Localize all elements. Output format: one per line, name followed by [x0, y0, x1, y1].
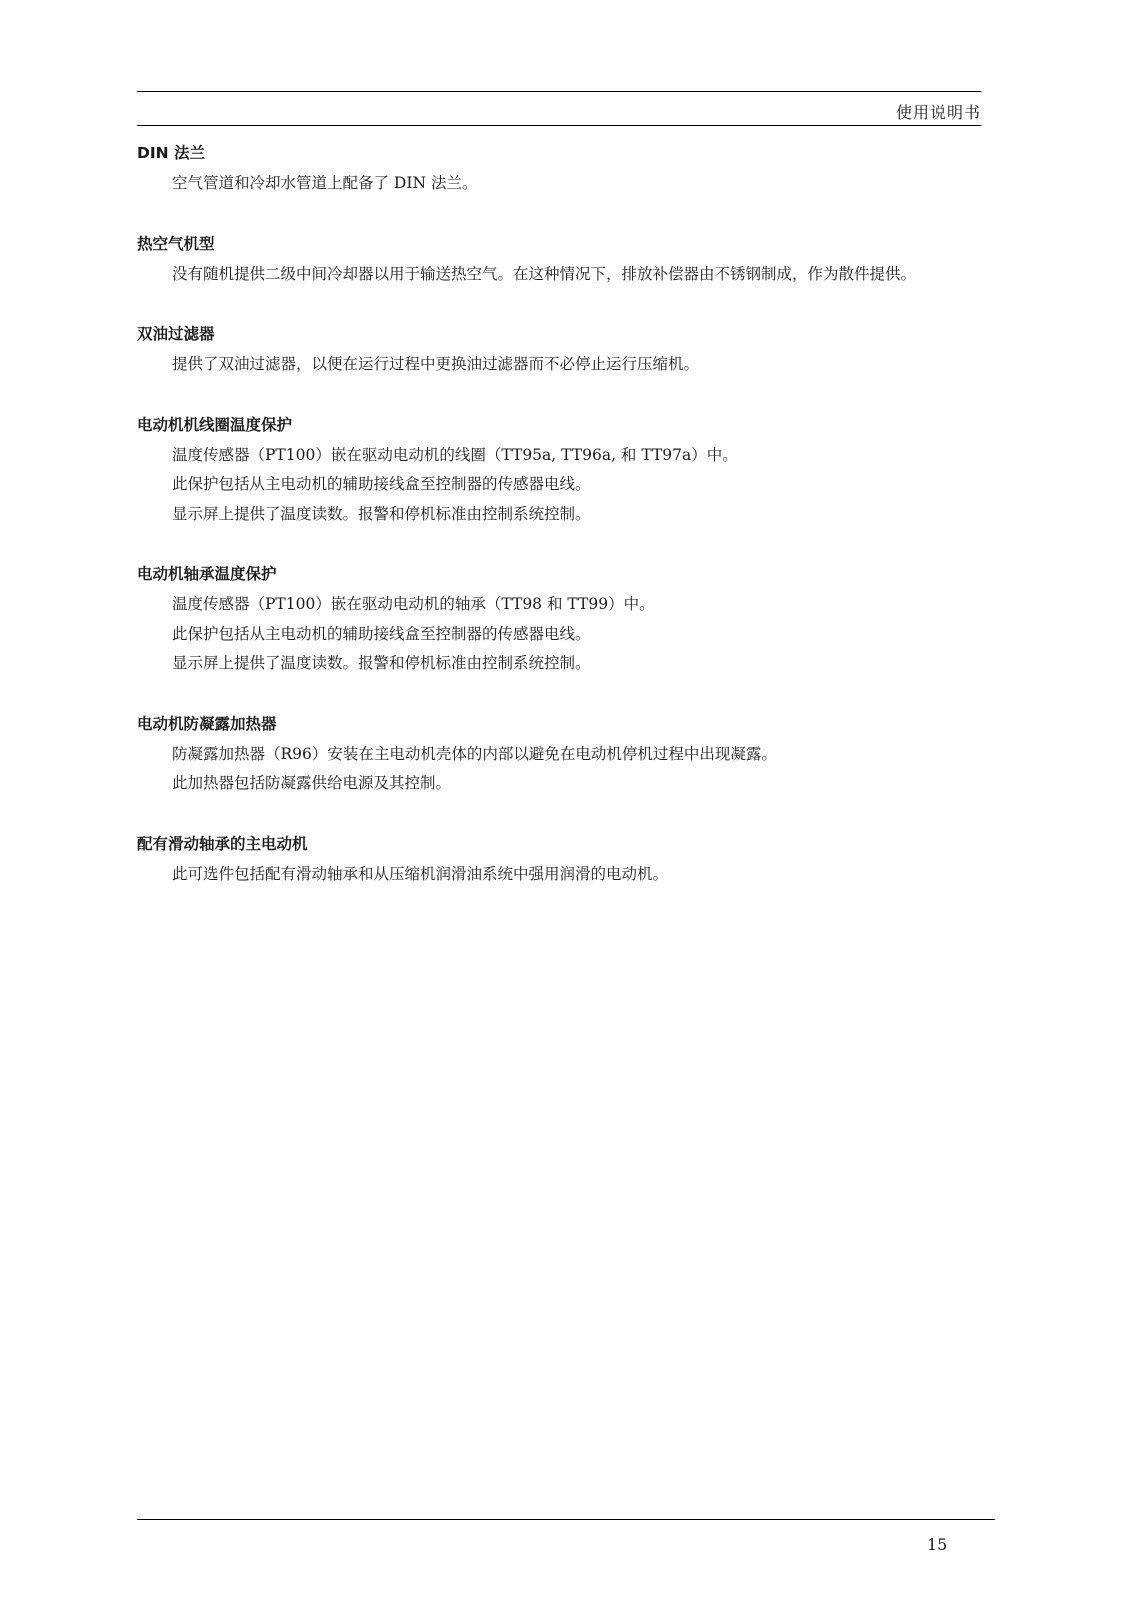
section-text: 温度传感器（PT100）嵌在驱动电动机的线圈（TT95a, TT96a, 和 TT97a）中。: [172, 445, 738, 464]
section-din-flange: [137, 137, 997, 199]
section-anti-condensation-heater: [137, 708, 997, 799]
section-title: 电动机防凝露加热器: [137, 714, 277, 733]
header-title: 使用说明书: [895, 103, 981, 122]
section-bearing-temperature-protection: [137, 558, 997, 679]
section-text: 此加热器包括防凝露供给电源及其控制。: [172, 774, 452, 792]
section-title: 双油过滤器: [137, 325, 215, 343]
header-rule-bottom: [137, 125, 981, 126]
section-title: 电动机机线圈温度保护: [137, 415, 293, 434]
document-body: [137, 137, 997, 918]
section-text: 防凝露加热器（R96）安装在主电动机壳体的内部以避免在电动机停机过程中出现凝露。: [172, 744, 777, 763]
section-text: 此保护包括从主电动机的辅助接线盒至控制器的传感器电线。: [172, 624, 591, 643]
section-text: 空气管道和冷却水管道上配备了 DIN 法兰。: [172, 174, 478, 192]
section-text: 提供了双油过滤器，以便在运行过程中更换油过滤器而不必停止运行压缩机。: [172, 355, 700, 373]
section-sleeve-bearing-motor: [137, 828, 997, 890]
footer-rule: [137, 1519, 995, 1520]
section-title: 热空气机型: [137, 234, 215, 253]
header-rule-top: [137, 91, 981, 92]
section-title: DIN 法兰: [137, 144, 206, 162]
page-number: 15: [927, 1535, 948, 1554]
section-dual-oil-filter: [137, 318, 997, 380]
section-text: 显示屏上提供了温度读数。报警和停机标准由控制系统控制。: [172, 504, 591, 523]
section-hot-air-model: [137, 228, 997, 290]
section-winding-temperature-protection: [137, 409, 997, 530]
section-title: 配有滑动轴承的主电动机: [137, 834, 308, 853]
section-text: 没有随机提供二级中间冷却器以用于输送热空气。在这种情况下，排放补偿器由不锈钢制成，作为散件提供。: [172, 264, 917, 283]
section-text: 此保护包括从主电动机的辅助接线盒至控制器的传感器电线。: [172, 475, 591, 493]
section-text: 温度传感器（PT100）嵌在驱动电动机的轴承（TT98 和 TT99）中。: [172, 595, 655, 613]
section-text: 显示屏上提供了温度读数。报警和停机标准由控制系统控制。: [172, 654, 591, 672]
section-text: 此可选件包括配有滑动轴承和从压缩机润滑油系统中强用润滑的电动机。: [172, 864, 669, 883]
section-title: 电动机轴承温度保护: [137, 565, 277, 583]
